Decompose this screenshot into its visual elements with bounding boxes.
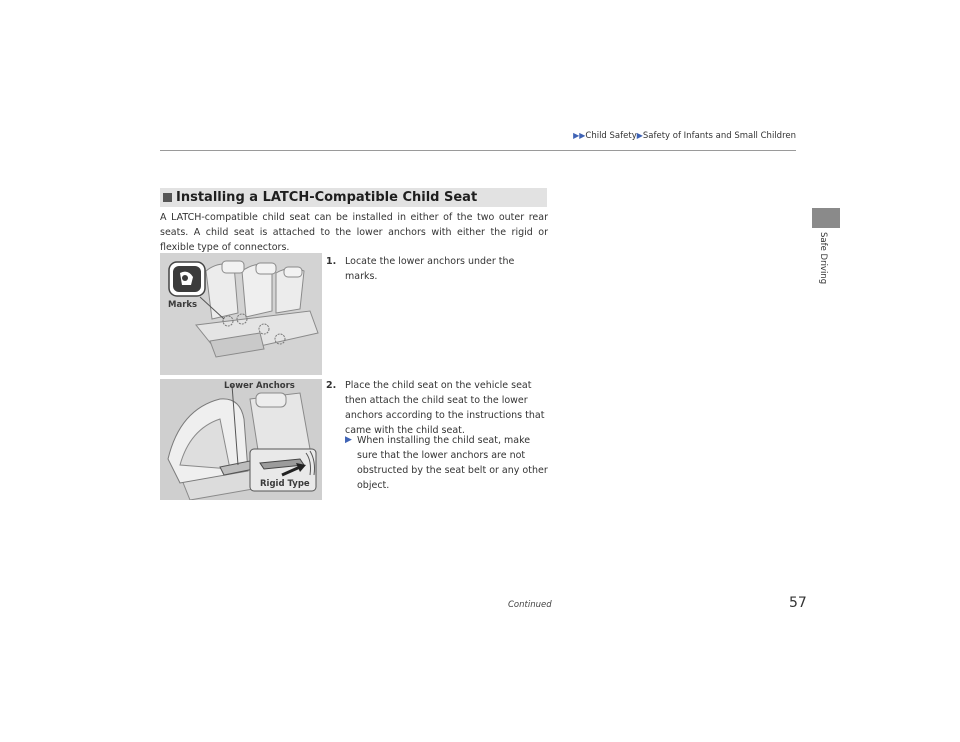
continued-label: Continued <box>508 600 552 610</box>
note-arrow-icon: ▶ <box>345 435 352 445</box>
lower-anchors-label: Lower Anchors <box>224 381 295 391</box>
header-divider <box>160 150 796 151</box>
rigid-type-label: Rigid Type <box>260 479 310 489</box>
rear-seat-marks-illustration <box>160 253 322 375</box>
step-1 <box>326 254 548 284</box>
step-text: Place the child seat on the vehicle seat then attach the child seat to the lower anchors according to the instructions that came with the child seat. <box>345 380 545 436</box>
step-2 <box>326 378 548 438</box>
breadcrumb-item-child-safety[interactable]: Child Safety <box>585 131 637 141</box>
section-title: Installing a LATCH-Compatible Child Seat <box>176 190 478 205</box>
step-2-note <box>345 433 550 493</box>
chapter-tab-marker[interactable] <box>812 208 840 228</box>
intro-paragraph: A LATCH-compatible child seat can be installed in either of the two outer rear seats. A child seat is attached to the lower anchors with either the rigid or flexible type of connectors. <box>160 212 548 253</box>
step-number: 2. <box>326 380 337 391</box>
step-text: Locate the lower anchors under the marks. <box>345 256 515 282</box>
square-bullet-icon <box>163 193 172 202</box>
breadcrumb <box>573 131 796 141</box>
chapter-tab-label[interactable]: Safe Driving <box>818 232 828 285</box>
breadcrumb-arrow-icon: ▶ <box>636 131 643 140</box>
section-heading <box>160 188 547 207</box>
child-seat-rigid-illustration <box>160 379 322 500</box>
breadcrumb-item-current: Safety of Infants and Small Children <box>642 131 796 141</box>
note-text: When installing the child seat, make sure that the lower anchors are not obstructed by the seat belt or any other object. <box>357 435 548 491</box>
breadcrumb-arrow-icon: ▶▶ <box>573 131 586 140</box>
marks-label: Marks <box>168 300 198 310</box>
page-number: 57 <box>789 595 807 611</box>
step-number: 1. <box>326 256 337 267</box>
